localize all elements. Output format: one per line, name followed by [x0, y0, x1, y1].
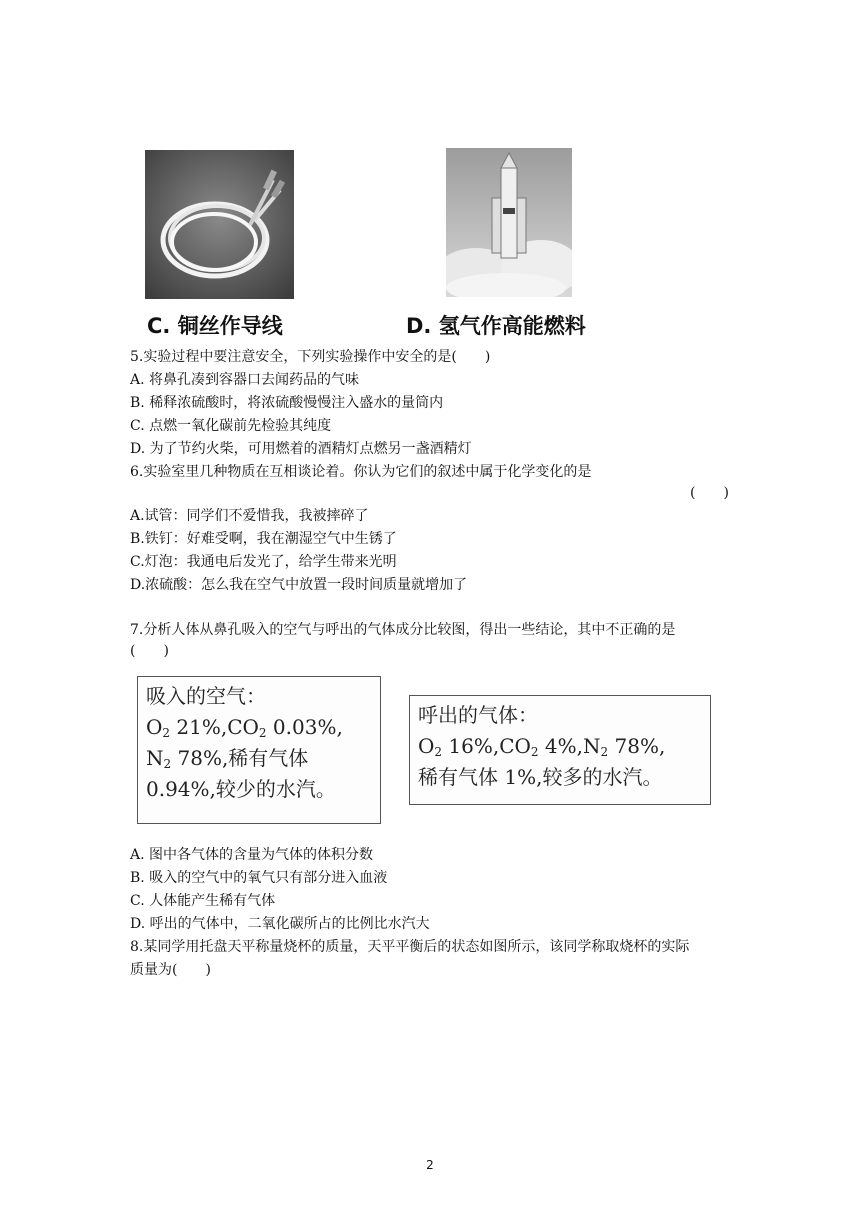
q7-option-c: C. 人体能产生稀有气体: [130, 893, 276, 909]
q7-option-d: D. 呼出的气体中，二氧化碳所占的比例比水汽大: [130, 916, 430, 932]
exhaled-title: 呼出的气体：: [418, 703, 538, 727]
exhaled-gas-box: [409, 695, 711, 805]
q5-stem: 5.实验过程中要注意安全，下列实验操作中安全的是( ): [130, 349, 491, 365]
exhaled-line-3: 稀有气体 1%,较多的水汽。: [418, 765, 663, 789]
exhaled-line-2: $O_2$ $16\%,CO_2$ $4\%,N_2$ 78%,: [418, 734, 666, 759]
page-number: 2: [426, 1158, 434, 1172]
figure-c-caption: C. 铜丝作导线: [147, 314, 283, 338]
q6-option-c: C.灯泡：我通电后发光了，给学生带来光明: [130, 554, 397, 570]
copper-wire-illustration: [145, 150, 294, 299]
copper-wire-photo: [145, 150, 294, 299]
inhaled-line-3: $N_2$ 78%,稀有气体: [146, 746, 309, 771]
q7-answer-bracket: ( ): [130, 643, 169, 659]
figure-d-caption: D. 氢气作高能燃料: [406, 314, 586, 338]
q5-option-b: B. 稀释浓硫酸时，将浓硫酸慢慢注入盛水的量筒内: [130, 395, 444, 411]
rocket-illustration: [446, 148, 572, 297]
q8-stem-line-1: 8.某同学用托盘天平称量烧杯的质量，天平平衡后的状态如图所示，该同学称取烧杯的实际: [130, 939, 690, 955]
inhaled-line-2: $O_2$ $21\%,CO_2$ 0.03%,: [146, 715, 343, 740]
q7-option-a: A. 图中各气体的含量为气体的体积分数: [130, 847, 374, 863]
q6-answer-bracket: ( ): [690, 485, 729, 501]
q5-option-c: C. 点燃一氧化碳前先检验其纯度: [130, 418, 332, 434]
q7-stem: 7.分析人体从鼻孔吸入的空气与呼出的气体成分比较图，得出一些结论，其中不正确的是: [130, 622, 676, 638]
inhaled-title: 吸入的空气：: [146, 684, 266, 708]
inhaled-air-box: [137, 676, 381, 824]
inhaled-line-4: 0.94%,较少的水汽。: [146, 777, 336, 801]
q5-option-a: A. 将鼻孔凑到容器口去闻药品的气味: [130, 372, 360, 388]
q6-option-b: B.铁钉：好难受啊，我在潮湿空气中生锈了: [130, 531, 397, 547]
q7-option-b: B. 吸入的空气中的氧气只有部分进入血液: [130, 870, 388, 886]
q6-option-d: D.浓硫酸：怎么我在空气中放置一段时间质量就增加了: [130, 577, 468, 593]
q6-option-a: A.试管：同学们不爱惜我，我被摔碎了: [130, 508, 369, 524]
q8-stem-line-2: 质量为( ): [130, 962, 211, 978]
q6-stem: 6.实验室里几种物质在互相谈论着。你认为它们的叙述中属于化学变化的是: [130, 464, 592, 480]
rocket-photo: [446, 148, 572, 297]
q5-option-d: D. 为了节约火柴，可用燃着的酒精灯点燃另一盏酒精灯: [130, 441, 472, 457]
